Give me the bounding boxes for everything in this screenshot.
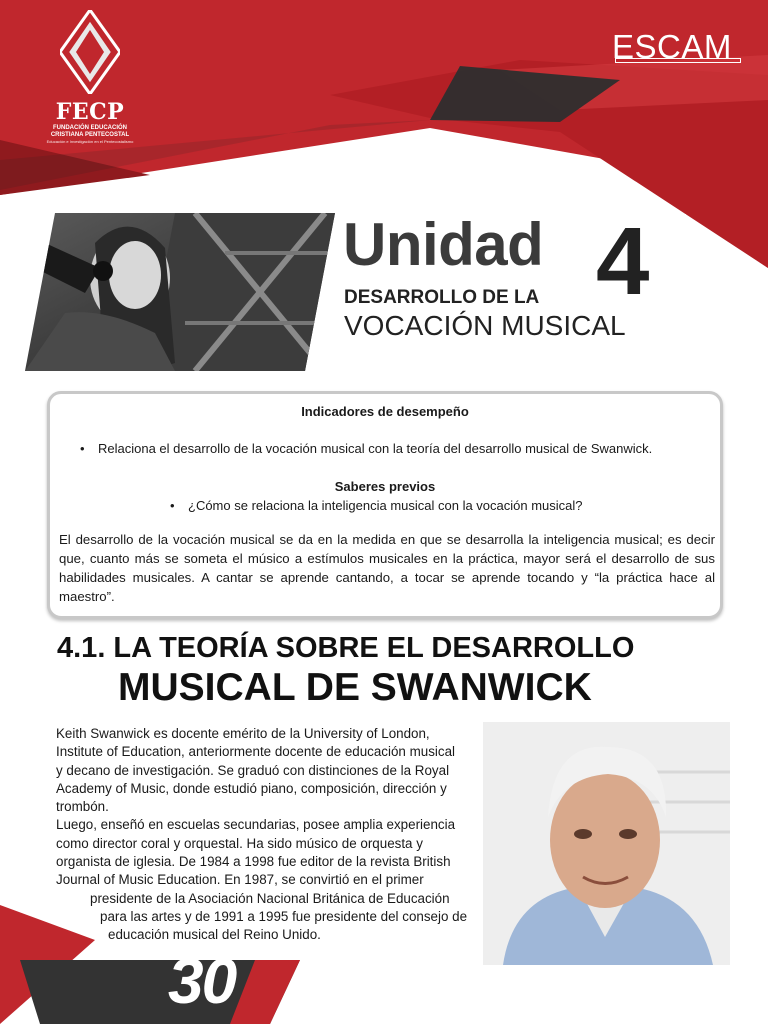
- logo-line-1: FUNDACIÓN EDUCACIÓN: [53, 125, 127, 131]
- diamond-logo-icon: [60, 10, 120, 94]
- body-line: como director coral y orquestal. Ha sido músico de orquesta y: [56, 835, 423, 851]
- body-line: Journal of Music Education. En 1987, se convirtió en el primer: [56, 872, 424, 888]
- prior-knowledge-heading: Saberes previos: [334, 479, 436, 494]
- logo-line-2: CRISTIANA PENTECOSTAL: [50, 132, 130, 138]
- indicator-bullet: •: [80, 441, 85, 456]
- singer-photo: [25, 213, 335, 371]
- indicators-heading: Indicadores de desempeño: [301, 404, 469, 419]
- question-bullet: •: [170, 498, 175, 513]
- section-heading-line-1: 4.1. LA TEORÍA SOBRE EL DESARROLLO: [57, 632, 635, 664]
- logo-name: FECP: [55, 99, 125, 125]
- body-line: Institute of Education, anteriormente docente de educación musical: [56, 744, 455, 760]
- body-line: Luego, enseñó en escuelas secundarias, posee amplia experiencia: [56, 817, 456, 833]
- question-text: ¿Cómo se relaciona la inteligencia musical con la vocación musical?: [188, 498, 583, 513]
- fecp-logo: [40, 10, 140, 144]
- body-line: presidente de la Asociación Nacional Británica de Educación: [90, 890, 450, 906]
- unit-title: Unidad: [343, 211, 544, 278]
- intro-paragraph: El desarrollo de la vocación musical se da en la medida en que se desarrolla la inteligencia musical; es decir que, cuanto más se someta el músico a estímulos musicales en la práctica, mayor será el desarrollo de sus habilidades musicales. A cantar se aprende cantando, a tocar se aprende tocando y “la práctica hace al maestro”.: [59, 532, 715, 604]
- biography-text: [56, 725, 476, 945]
- body-line: trombón.: [56, 799, 109, 815]
- unit-subtitle-line-1: DESARROLLO DE LA: [344, 287, 540, 308]
- page-number: 30: [168, 945, 236, 1017]
- escam-underline: [615, 58, 741, 63]
- body-line: para las artes y de 1991 a 1995 fue presidente del consejo de: [100, 908, 468, 924]
- section-heading-line-2: MUSICAL DE SWANWICK: [118, 666, 592, 709]
- indicator-text: Relaciona el desarrollo de la vocación musical con la teoría del desarrollo musical de Swanwick.: [98, 441, 653, 456]
- body-line: organista de iglesia. De 1984 a 1998 fue editor de la revista British: [56, 854, 451, 870]
- body-line: Keith Swanwick es docente emérito de la University of London,: [56, 726, 430, 741]
- logo-line-3: Educación e Investigación en el Pentecostalismo: [46, 139, 134, 144]
- body-line: y decano de investigación. Se graduó con distinciones de la Royal: [56, 762, 450, 778]
- body-line: Academy of Music, donde estudió piano, composición, dirección y: [56, 780, 447, 796]
- unit-number: 4: [596, 208, 650, 315]
- body-line: educación musical del Reino Unido.: [108, 927, 321, 943]
- swanwick-portrait: [483, 722, 730, 965]
- unit-subtitle-line-2: VOCACIÓN MUSICAL: [344, 310, 626, 341]
- performance-indicators-box: [47, 391, 723, 619]
- escam-brand: ESCAM: [612, 28, 732, 65]
